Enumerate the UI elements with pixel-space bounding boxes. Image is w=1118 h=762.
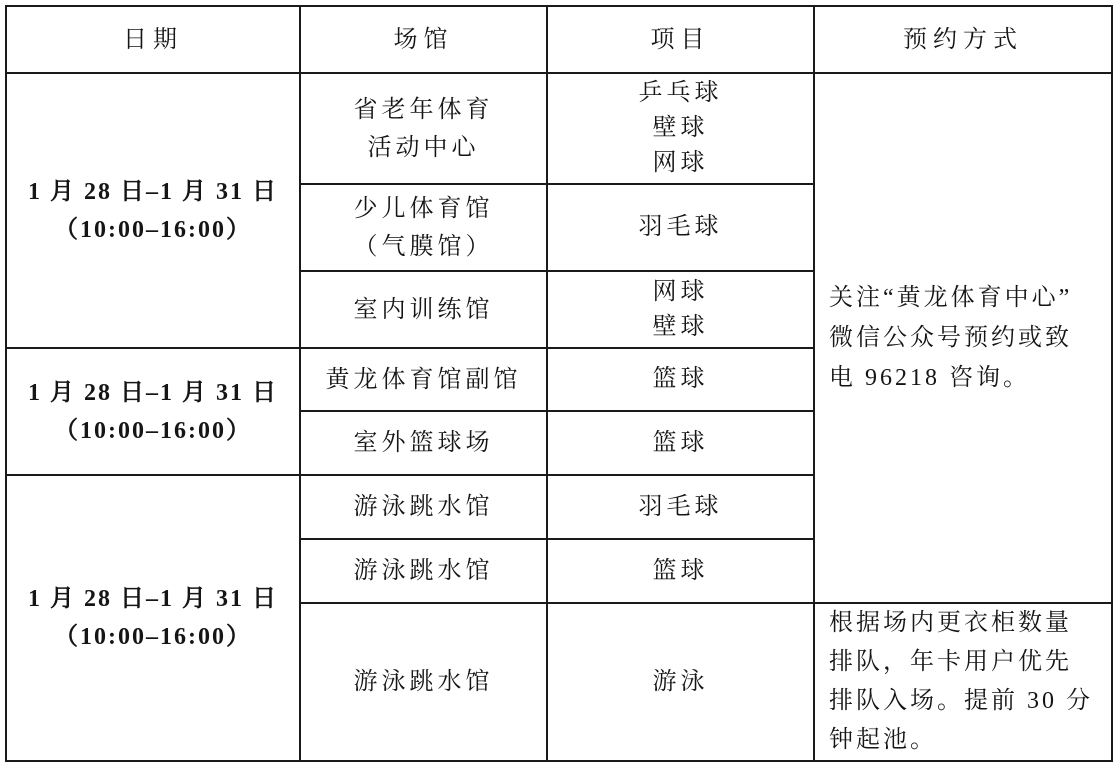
header-date: 日期 <box>6 6 300 73</box>
venue-line: 室外篮球场 <box>353 430 494 456</box>
venue-line: 游泳跳水馆 <box>353 494 494 520</box>
venue-line: 黄龙体育馆副馆 <box>325 366 522 393</box>
venue-cell <box>300 411 547 475</box>
venue-line: 室内训练馆 <box>353 296 494 323</box>
booking-cell <box>814 603 1112 761</box>
venue-line: 活动中心 <box>367 134 480 161</box>
venue-line: 少儿体育馆 <box>353 195 494 222</box>
venue-line: （气膜馆） <box>353 233 494 260</box>
booking-line: 排队入场。提前 30 分 <box>829 688 1093 714</box>
venue-cell <box>300 475 547 539</box>
sport-line: 网球 <box>652 150 709 176</box>
sport-cell <box>547 271 814 348</box>
date-range: 1 月 28 日–1 月 31 日 <box>28 379 278 406</box>
sport-cell <box>547 348 814 411</box>
booking-line: 电 96218 咨询。 <box>829 365 1030 391</box>
sport-line: 羽毛球 <box>638 214 723 240</box>
sport-line: 篮球 <box>652 366 709 392</box>
sport-cell <box>547 539 814 603</box>
venue-cell <box>300 539 547 603</box>
sport-line: 壁球 <box>652 313 709 340</box>
header-sport: 项目 <box>547 6 814 73</box>
date-range: 1 月 28 日–1 月 31 日 <box>28 178 278 205</box>
sport-cell <box>547 411 814 475</box>
sport-line: 网球 <box>652 278 709 305</box>
venue-line: 游泳跳水馆 <box>353 669 494 695</box>
date-cell <box>6 73 300 348</box>
table-row <box>6 73 1112 184</box>
time-range: （10:00–16:00） <box>54 417 252 444</box>
sport-cell <box>547 603 814 761</box>
header-row <box>6 6 1112 73</box>
time-range: （10:00–16:00） <box>54 216 252 243</box>
sport-cell <box>547 475 814 539</box>
venue-line: 游泳跳水馆 <box>353 558 494 584</box>
sport-cell <box>547 184 814 271</box>
booking-cell <box>814 73 1112 603</box>
booking-line: 钟起池。 <box>829 727 937 753</box>
booking-line: 根据场内更衣柜数量 <box>829 610 1072 636</box>
sport-line: 游泳 <box>652 668 709 695</box>
sport-line: 篮球 <box>652 557 709 584</box>
venue-line: 省老年体育 <box>353 96 494 123</box>
sport-line: 篮球 <box>652 429 709 456</box>
venue-cell <box>300 271 547 348</box>
header-booking: 预约方式 <box>814 6 1112 73</box>
booking-line: 微信公众号预约或致 <box>829 325 1072 351</box>
venue-cell <box>300 603 547 761</box>
venue-cell <box>300 73 547 184</box>
schedule-table <box>5 5 1113 762</box>
venue-cell <box>300 348 547 411</box>
header-venue: 场馆 <box>300 6 547 73</box>
booking-line: 排队，年卡用户优先 <box>829 649 1072 675</box>
sport-line: 羽毛球 <box>638 493 723 520</box>
sport-cell <box>547 73 814 184</box>
time-range: （10:00–16:00） <box>54 624 252 650</box>
sport-line: 乒乓球 <box>638 80 723 106</box>
booking-line: 关注“黄龙体育中心” <box>829 285 1073 311</box>
sport-line: 壁球 <box>652 115 709 141</box>
date-cell <box>6 348 300 475</box>
date-range: 1 月 28 日–1 月 31 日 <box>28 586 278 612</box>
venue-cell <box>300 184 547 271</box>
date-cell <box>6 475 300 761</box>
